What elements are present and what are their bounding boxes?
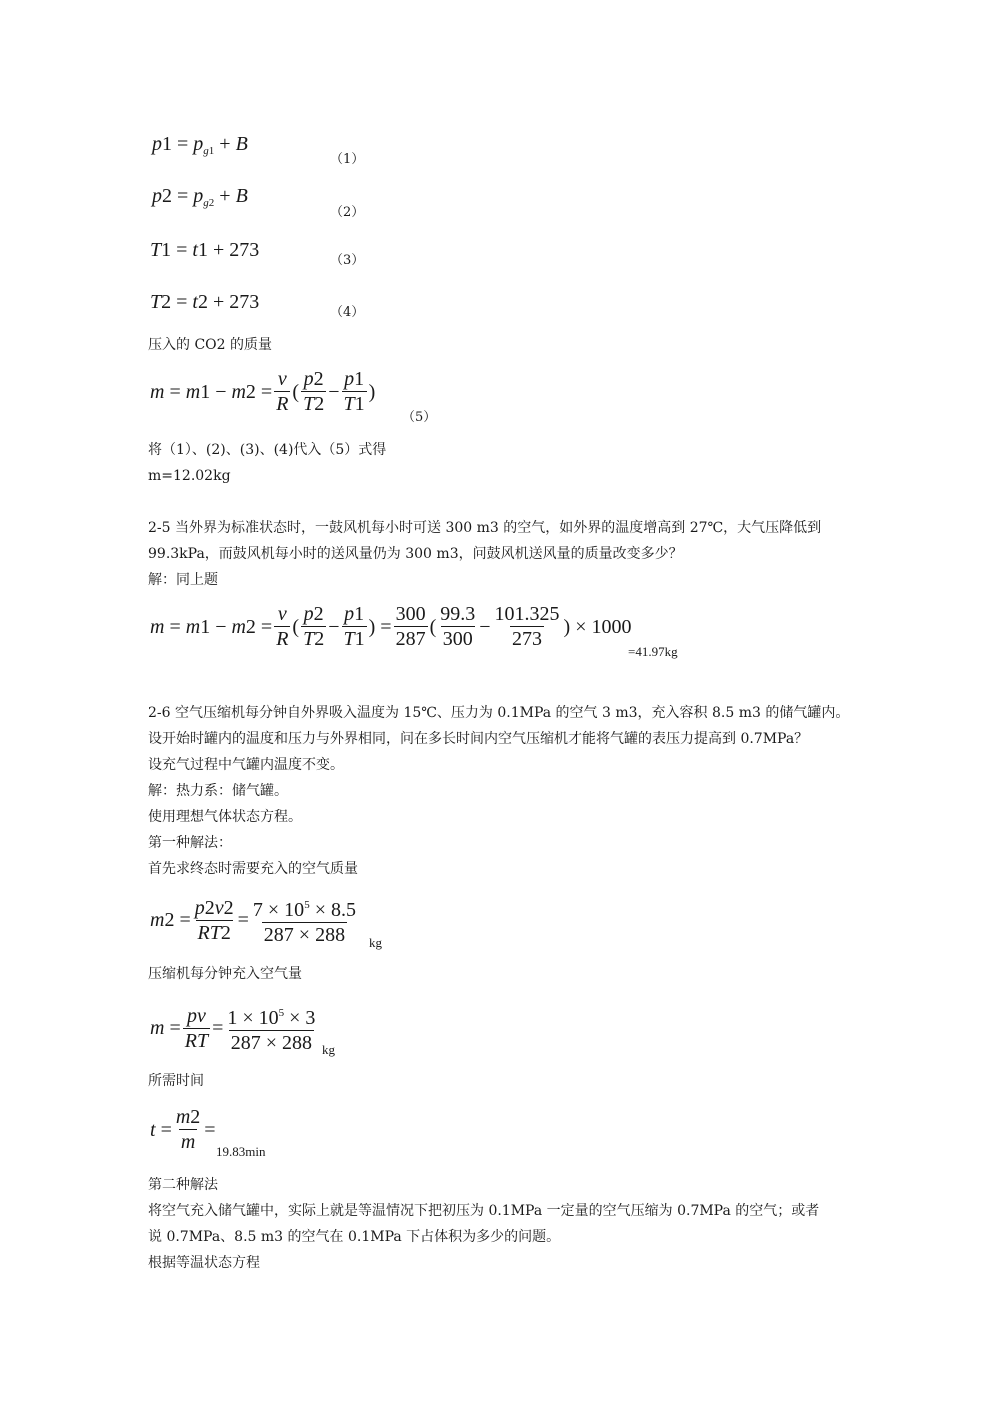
co2-mass-label: 压入的 CO2 的质量: [148, 337, 272, 353]
time-needed-label: 所需时间: [148, 1073, 204, 1089]
problem-2-6-line-2: 设开始时罐内的温度和压力与外界相同，问在多长时间内空气压缩机才能将气罐的表压力提高到 0.7MPa？: [148, 731, 809, 747]
equation-4: T2 = t2 + 273: [150, 291, 260, 313]
problem-2-5-result: =41.97kg: [628, 644, 678, 659]
equation-4-number: （4）: [330, 305, 365, 320]
problem-2-5-line-1: 2-5 当外界为标准状态时，一鼓风机每小时可送 300 m3 的空气，如外界的温度增高到 27℃，大气压降低到: [148, 520, 822, 536]
equation-1-number: （1）: [330, 152, 365, 167]
equation-5: m = m1 − m2 = $\frac{v}{R}$ ( $\frac{p2}{T2}$ − $\frac{p1}{T1}$ ): [150, 368, 376, 415]
equation-5-number: （5）: [402, 410, 437, 425]
m2-unit: kg: [369, 935, 382, 950]
problem-2-6-line-1: 2-6 空气压缩机每分钟自外界吸入温度为 15℃、压力为 0.1MPa 的空气 3 m3，充入容积 8.5 m3 的储气罐内。: [148, 705, 850, 721]
equation-m: m = $\frac{pv}{RT}$ = $\frac{1 \times 10^5 \times 3}{287 \times 288}$: [150, 1004, 316, 1054]
equation-2: $p2 = p_{g2} + B$: [152, 185, 248, 209]
m-unit: kg: [322, 1042, 335, 1057]
per-minute-label: 压缩机每分钟充入空气量: [148, 966, 302, 982]
method-2-heading: 第二种解法: [148, 1177, 218, 1193]
isothermal-label: 根据等温状态方程: [148, 1255, 260, 1271]
problem-2-6-solution-1: 解：热力系：储气罐。: [148, 783, 288, 799]
method-1-heading: 第一种解法：: [148, 835, 232, 851]
equation-1: $p1 = p_{g1} + B$: [152, 133, 248, 157]
method-1-description: 首先求终态时需要充入的空气质量: [148, 861, 358, 877]
time-result: 19.83min: [216, 1144, 266, 1159]
method-2-line-1: 将空气充入储气罐中，实际上就是等温情况下把初压为 0.1MPa 一定量的空气压缩为 0.7MPa 的空气；或者: [148, 1203, 820, 1219]
equation-t: t = $\frac{m2}{m}$ =: [150, 1106, 216, 1153]
substitute-line: 将（1）、(2)、(3)、(4)代入（5）式得: [148, 442, 387, 458]
result-m: m=12.02kg: [148, 468, 231, 484]
problem-2-5-solution: 解：同上题: [148, 572, 218, 588]
equation-3-number: （3）: [330, 253, 365, 268]
equation-2-number: （2）: [330, 205, 365, 220]
equation-m2: m2 = $\frac{p2v2}{RT2}$ = $\frac{7 \times 10^5 \times 8.5}{287 \times 288}$: [150, 896, 356, 946]
problem-2-6-solution-2: 使用理想气体状态方程。: [148, 809, 302, 825]
equation-3: T1 = t1 + 273: [150, 239, 260, 261]
problem-2-6-line-3: 设充气过程中气罐内温度不变。: [148, 757, 344, 773]
method-2-line-2: 说 0.7MPa、8.5 m3 的空气在 0.1MPa 下占体积为多少的问题。: [148, 1229, 561, 1245]
equation-2-5: m = m1 − m2 = $\frac{v}{R}$ ( $\frac{p2}{T2}$ − $\frac{p1}{T1}$ ) = $\frac{300}{287}$ ( $\frac{99.3}{300}$ − $\frac{101.325}{273}$ ) × 1000: [150, 603, 632, 650]
problem-2-5-line-2: 99.3kPa，而鼓风机每小时的送风量仍为 300 m3，问鼓风机送风量的质量改变多少？: [148, 546, 683, 562]
